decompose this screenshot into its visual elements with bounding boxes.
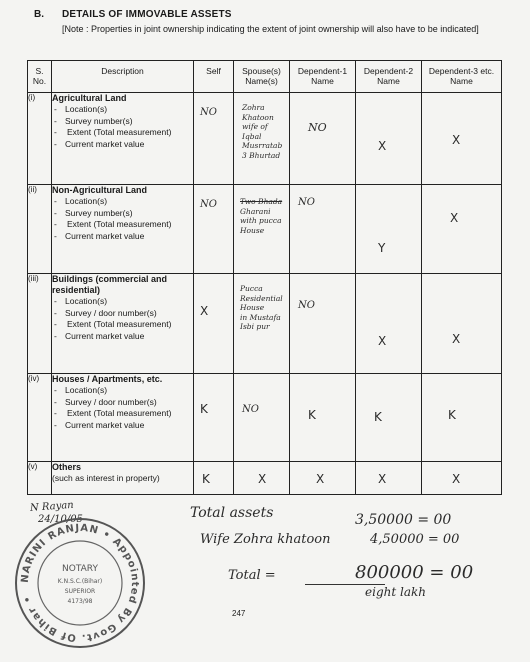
row-sno: (iv) [28,374,52,462]
cell-dependent-3: X [422,462,502,495]
cell-spouse: Two Bhada Gharani with pucca House [234,185,290,274]
header-dependent-1: Dependent-1 Name [290,61,356,93]
row-sno: (ii) [28,185,52,274]
list-item: - Current market value [54,419,145,430]
table-row [28,274,502,374]
header-sno: S. No. [28,61,52,93]
row-category: Others [52,462,82,472]
cell-dependent-1: NO [290,185,356,274]
seal-line: NOTARY [62,564,98,574]
cell-dependent-1: K [290,374,356,462]
wife-assets-value: 4,50000 = 00 [370,532,460,547]
table-row [28,374,502,462]
table-row [28,185,502,274]
cell-dependent-2: X [356,274,422,374]
list-item: - Current market value [54,330,145,341]
list-item: - Location(s) [54,385,108,395]
row-description [52,462,194,495]
cell-self: X [194,274,234,374]
row-category: Non-Agricultural Land [52,185,147,195]
table-row [28,93,502,185]
list-item: (such as interest in property) [52,473,160,483]
cell-dependent-1: X [290,462,356,495]
notary-seal [10,513,150,653]
list-item: - Survey / door number(s) [54,396,157,407]
header-row [28,61,502,93]
cell-dependent-2: Y [356,185,422,274]
cell-spouse: X [234,462,290,495]
seal-ring-text: NARINI RANJAN • Appointed By Govt. Of Bihar • [19,522,141,644]
row-category: Houses / Apartments, etc. [52,374,163,384]
immovable-assets-table [27,60,502,495]
list-item: - Survey / door number(s) [54,307,157,318]
cell-spouse: Pucca Residential House in Mustafa Isbi pur [234,274,290,374]
cell-self: NO [194,93,234,185]
cell-dependent-2: X [356,93,422,185]
section-note: [Note : Properties in joint ownership indicating the extent of joint ownership will also have to be indicated] [62,24,479,34]
section-title: DETAILS OF IMMOVABLE ASSETS [62,9,232,20]
header-dependent-3: Dependent-3 etc. Name [422,61,502,93]
header-description: Description [52,61,194,93]
list-item: - Extent (Total measurement) [54,408,172,418]
list-item: - Current market value [54,230,145,241]
row-sno: (iii) [28,274,52,374]
seal-line: K.N.S.C.(Bihar) [57,578,103,585]
total-assets-label: Total assets [190,505,274,521]
header-spouse: Spouse(s) Name(s) [234,61,290,93]
cell-self: K [194,462,234,495]
cell-dependent-3: K [422,374,502,462]
seal-line: SUPERIOR [64,588,96,595]
list-item: - Extent (Total measurement) [54,219,172,229]
cell-self: NO [194,185,234,274]
table-row [28,462,502,495]
cell-dependent-3: X [422,274,502,374]
total-assets-value: 3,50000 = 00 [355,512,452,528]
row-description [52,274,194,374]
row-description [52,374,194,462]
cell-dependent-1: NO [290,274,356,374]
row-description [52,185,194,274]
seal-line: 4173/98 [67,598,93,605]
list-item: - Location(s) [54,104,108,114]
page-number: 247 [232,609,246,618]
grand-total-value: 800000 = 00 [355,562,474,583]
cell-dependent-1: NO [290,93,356,185]
list-item: - Location(s) [54,296,108,306]
cell-dependent-3: X [422,185,502,274]
list-item: - Extent (Total measurement) [54,127,172,137]
section-letter: B. [34,9,44,20]
grand-total-label: Total = [228,568,276,583]
header-self: Self [194,61,234,93]
wife-assets-label: Wife Zohra khatoon [200,532,331,547]
row-sno: (v) [28,462,52,495]
cell-dependent-2: K [356,374,422,462]
list-item: - Current market value [54,138,145,149]
header-dependent-2: Dependent-2 Name [356,61,422,93]
row-category: Agricultural Land [52,93,127,103]
row-category: Buildings (commercial and residential) [52,274,168,295]
cell-self: K [194,374,234,462]
list-item: - Extent (Total measurement) [54,319,172,329]
grand-total-words: eight lakh [365,585,426,599]
cell-dependent-2: X [356,462,422,495]
signature: N Rayan 24/10/05 [29,499,83,525]
cell-spouse: Zohra Khatoon wife of Iqbal Musrratab 3 Bhurtad [234,93,290,185]
row-sno: (i) [28,93,52,185]
list-item: - Survey number(s) [54,207,133,218]
cell-spouse: NO [234,374,290,462]
row-description [52,93,194,185]
list-item: - Survey number(s) [54,115,133,126]
cell-dependent-3: X [422,93,502,185]
list-item: - Location(s) [54,196,108,206]
